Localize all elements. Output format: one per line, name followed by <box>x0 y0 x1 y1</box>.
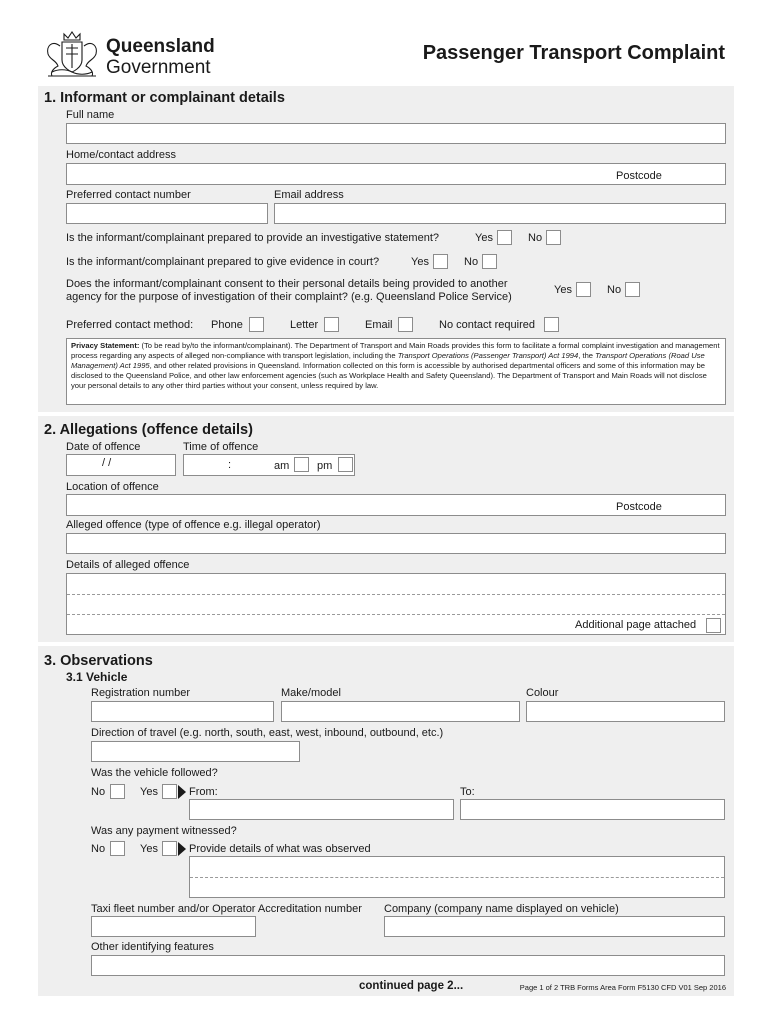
alleged-offence-label: Alleged offence (type of offence e.g. illegal operator) <box>66 519 321 531</box>
form-title: Passenger Transport Complaint <box>422 42 725 64</box>
time-separator: : <box>228 459 232 471</box>
from-label: From: <box>189 786 218 798</box>
no-contact-checkbox[interactable] <box>544 317 559 332</box>
payment-details-divider <box>190 877 724 878</box>
provide-details-label: Provide details of what was observed <box>189 843 371 855</box>
privacy-statement <box>66 338 726 405</box>
date-input[interactable] <box>66 454 176 476</box>
consent-question-line1: Does the informant/complainant consent to their personal details being provided to another <box>66 278 508 290</box>
direction-input[interactable] <box>91 741 300 762</box>
full-name-label: Full name <box>66 109 115 121</box>
letter-label: Letter <box>290 319 319 331</box>
vehicle-subtitle: 3.1 Vehicle <box>66 670 128 684</box>
evidence-no-label: No <box>464 256 479 268</box>
am-label: am <box>274 460 290 472</box>
direction-label: Direction of travel (e.g. north, south, east, west, inbound, outbound, etc.) <box>91 727 444 739</box>
statement-question: Is the informant/complainant prepared to provide an investigative statement? <box>66 232 439 244</box>
from-input[interactable] <box>189 799 454 820</box>
payment-question: Was any payment witnessed? <box>91 825 237 837</box>
statement-yes-checkbox[interactable] <box>497 230 512 245</box>
company-label: Company (company name displayed on vehicle) <box>384 903 619 915</box>
evidence-no-checkbox[interactable] <box>482 254 497 269</box>
evidence-yes-label: Yes <box>411 256 429 268</box>
evidence-question: Is the informant/complainant prepared to give evidence in court? <box>66 256 380 268</box>
payment-no-checkbox[interactable] <box>110 841 125 856</box>
no-contact-label: No contact required <box>439 319 535 331</box>
privacy-text-3: , and other related provisions in Queensland. Information collected on this form is accessible by authorised departmental officers and some of this information may be disclosed to the Queensland Police, and other law enforcement agencies (such as Workplace Health and Safety Queensland). The Department of Transport and Main Roads will not disclose your personal details to any other third parties without your consent, unless required by law. <box>71 361 707 391</box>
privacy-act-1: Transport Operations (Passenger Transport) Act 1994 <box>397 351 579 361</box>
details-divider-1 <box>67 594 725 595</box>
email-option-label: Email <box>365 319 393 331</box>
email-input[interactable] <box>274 203 726 224</box>
location-postcode-label: Postcode <box>616 501 662 513</box>
to-input[interactable] <box>460 799 725 820</box>
privacy-text-1: (To be read by/to the informant/complainant). The Department of Transport and Main Roads provides this form to facilitate a formal complaint investigation and management process regarding any aspects of alleged non-compliance with transport legislation, including the <box>71 341 720 361</box>
consent-yes-label: Yes <box>554 284 572 296</box>
followed-yes-label: Yes <box>140 786 158 798</box>
email-label: Email address <box>274 189 344 201</box>
form-footer-info: Page 1 of 2 TRB Forms Area Form F5130 CFD V01 Sep 2016 <box>519 983 726 992</box>
to-label: To: <box>460 786 475 798</box>
am-checkbox[interactable] <box>294 457 309 472</box>
followed-yes-checkbox[interactable] <box>162 784 177 799</box>
followed-arrow-icon <box>178 785 186 799</box>
home-address-label: Home/contact address <box>66 149 177 161</box>
taxi-fleet-label: Taxi fleet number and/or Operator Accreditation number <box>91 903 362 915</box>
make-input[interactable] <box>281 701 520 722</box>
details-divider-2 <box>67 614 725 615</box>
additional-page-checkbox[interactable] <box>706 618 721 633</box>
colour-input[interactable] <box>526 701 725 722</box>
payment-yes-label: Yes <box>140 843 158 855</box>
rego-label: Registration number <box>91 687 191 699</box>
consent-yes-checkbox[interactable] <box>576 282 591 297</box>
time-label: Time of offence <box>183 441 259 453</box>
contact-number-input[interactable] <box>66 203 268 224</box>
followed-no-checkbox[interactable] <box>110 784 125 799</box>
additional-page-label: Additional page attached <box>575 619 697 631</box>
rego-input[interactable] <box>91 701 274 722</box>
colour-label: Colour <box>526 687 559 699</box>
company-input[interactable] <box>384 916 725 937</box>
other-features-input[interactable] <box>91 955 725 976</box>
details-label: Details of alleged offence <box>66 559 190 571</box>
email-option-checkbox[interactable] <box>398 317 413 332</box>
letter-checkbox[interactable] <box>324 317 339 332</box>
consent-no-label: No <box>607 284 622 296</box>
continued-text: continued page 2... <box>359 980 464 992</box>
section2-title: 2. Allegations (offence details) <box>44 422 253 438</box>
org-name-line1: Queensland <box>106 36 215 57</box>
consent-no-checkbox[interactable] <box>625 282 640 297</box>
other-features-label: Other identifying features <box>91 941 214 953</box>
pm-label: pm <box>317 460 333 472</box>
privacy-act-2: Transport Operations (Road Use Management) Act 1995 <box>71 351 705 371</box>
make-label: Make/model <box>281 687 341 699</box>
section3-title: 3. Observations <box>44 653 153 669</box>
followed-question: Was the vehicle followed? <box>91 767 218 779</box>
full-name-input[interactable] <box>66 123 726 144</box>
date-separators: / / <box>102 457 112 469</box>
payment-yes-checkbox[interactable] <box>162 841 177 856</box>
queensland-crest-logo <box>42 28 102 82</box>
phone-label: Phone <box>211 319 243 331</box>
date-label: Date of offence <box>66 441 141 453</box>
statement-no-checkbox[interactable] <box>546 230 561 245</box>
phone-checkbox[interactable] <box>249 317 264 332</box>
section1-title: 1. Informant or complainant details <box>44 90 285 106</box>
payment-arrow-icon <box>178 842 186 856</box>
contact-number-label: Preferred contact number <box>66 189 191 201</box>
privacy-heading: Privacy Statement: <box>71 341 140 350</box>
location-label: Location of offence <box>66 481 159 493</box>
taxi-fleet-input[interactable] <box>91 916 256 937</box>
pm-checkbox[interactable] <box>338 457 353 472</box>
postcode-label: Postcode <box>616 170 662 182</box>
consent-question-line2: agency for the purpose of investigation of their complaint? (e.g. Queensland Police Service) <box>66 291 512 303</box>
evidence-yes-checkbox[interactable] <box>433 254 448 269</box>
org-name-line2: Government <box>106 57 211 78</box>
payment-no-label: No <box>91 843 106 855</box>
followed-no-label: No <box>91 786 106 798</box>
statement-yes-label: Yes <box>475 232 493 244</box>
alleged-offence-input[interactable] <box>66 533 726 554</box>
contact-method-label: Preferred contact method: <box>66 319 194 331</box>
privacy-text-2: , the <box>578 351 596 361</box>
statement-no-label: No <box>528 232 543 244</box>
